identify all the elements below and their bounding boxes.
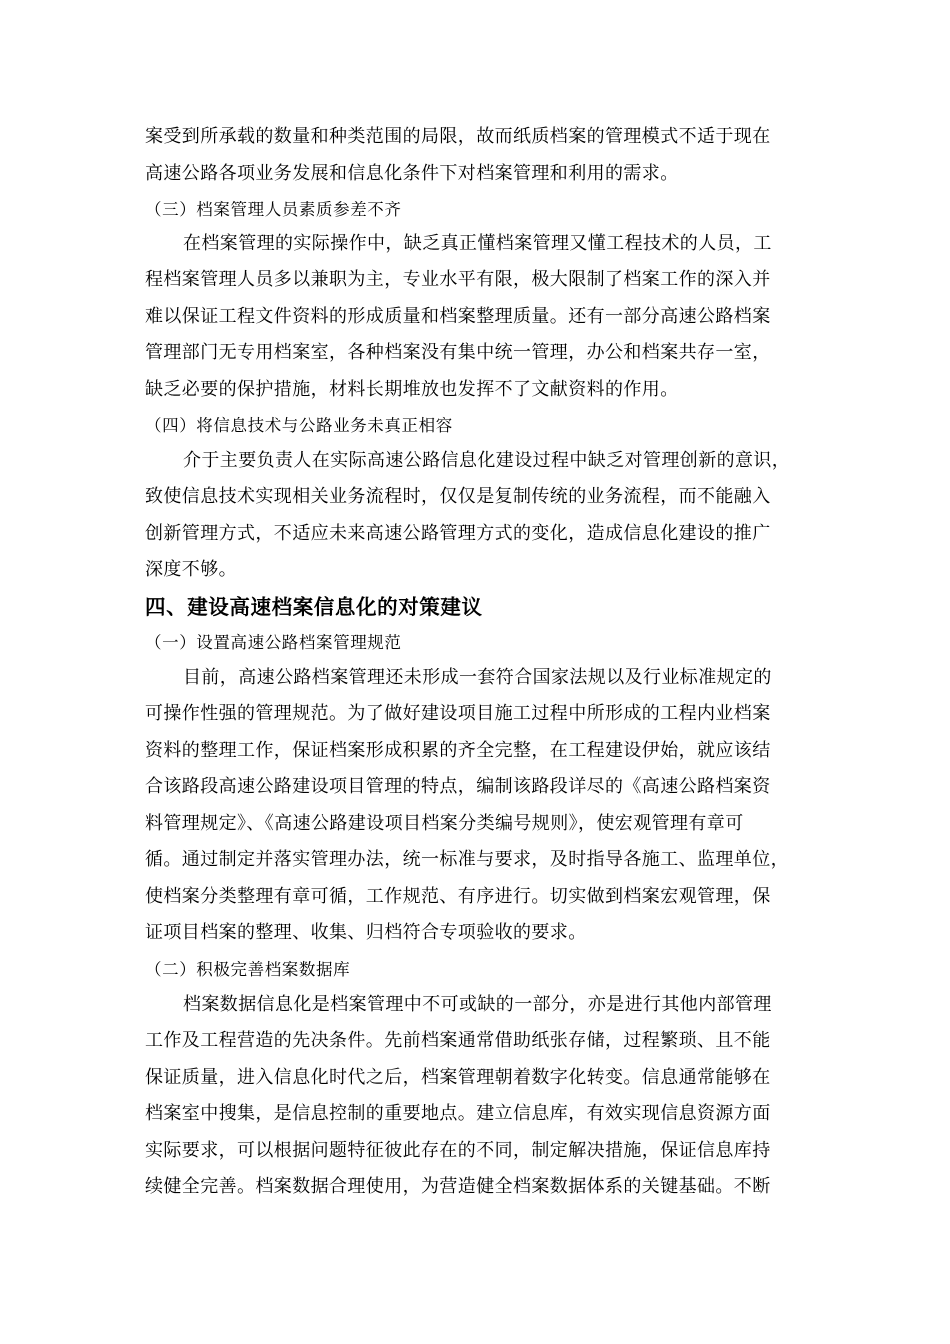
paragraph-line: 创新管理方式，不适应未来高速公路管理方式的变化，造成信息化建设的推广 <box>145 523 771 544</box>
paragraph-line: 案受到所承载的数量和种类范围的局限，故而纸质档案的管理模式不适于现在 <box>145 126 771 147</box>
subsection-title-4: （四）将信息技术与公路业务未真正相容 <box>145 416 453 435</box>
paragraph-line: 料管理规定》、《高速公路建设项目档案分类编号规则》，使宏观管理有章可 <box>145 813 744 834</box>
paragraph-line: 缺乏必要的保护措施，材料长期堆放也发挥不了文献资料的作用。 <box>145 379 679 400</box>
subsection-title-3: （三）档案管理人员素质参差不齐 <box>145 200 402 219</box>
paragraph-line: 合该路段高速公路建设项目管理的特点，编制该路段详尽的《高速公路档案资 <box>145 776 771 797</box>
paragraph-line: 档案数据信息化是档案管理中不可或缺的一部分，亦是进行其他内部管理 <box>183 994 772 1015</box>
section-heading: 四、建设高速档案信息化的对策建议 <box>145 595 483 619</box>
paragraph-line: 实际要求，可以根据问题特征彼此存在的不同，制定解决措施，保证信息库持 <box>145 1140 771 1161</box>
paragraph-line: 循。通过制定并落实管理办法，统一标准与要求，及时指导各施工、监理单位， <box>145 849 789 870</box>
paragraph-line: 目前，高速公路档案管理还未形成一套符合国家法规以及行业标准规定的 <box>183 667 772 688</box>
paragraph-line: 高速公路各项业务发展和信息化条件下对档案管理和利用的需求。 <box>145 163 679 184</box>
paragraph-line: 使档案分类整理有章可循，工作规范、有序进行。切实做到档案宏观管理，保 <box>145 886 771 907</box>
paragraph-line: 致使信息技术实现相关业务流程时，仅仅是复制传统的业务流程，而不能融入 <box>145 486 771 507</box>
paragraph-line: 深度不够。 <box>145 559 237 580</box>
subsection-title-1: （一）设置高速公路档案管理规范 <box>145 633 402 652</box>
paragraph-line: 介于主要负责人在实际高速公路信息化建设过程中缺乏对管理创新的意识， <box>183 450 791 471</box>
paragraph-line: 难以保证工程文件资料的形成质量和档案整理质量。还有一部分高速公路档案 <box>145 306 771 327</box>
paragraph-line: 保证质量，进入信息化时代之后，档案管理朝着数字化转变。信息通常能够在 <box>145 1067 771 1088</box>
paragraph-line: 可操作性强的管理规范。为了做好建设项目施工过程中所形成的工程内业档案 <box>145 703 771 724</box>
paragraph-line: 档案室中搜集，是信息控制的重要地点。建立信息库，有效实现信息资源方面 <box>145 1103 771 1124</box>
paragraph-line: 管理部门无专用档案室，各种档案没有集中统一管理，办公和档案共存一室， <box>145 342 771 363</box>
paragraph-line: 工作及工程营造的先决条件。先前档案通常借助纸张存储，过程繁琐、且不能 <box>145 1030 771 1051</box>
paragraph-line: 续健全完善。档案数据合理使用，为营造健全档案数据体系的关键基础。不断 <box>145 1176 771 1197</box>
subsection-title-2: （二）积极完善档案数据库 <box>145 960 351 979</box>
paragraph-line: 资料的整理工作，保证档案形成积累的齐全完整，在工程建设伊始，就应该结 <box>145 740 771 761</box>
paragraph-line: 在档案管理的实际操作中，缺乏真正懂档案管理又懂工程技术的人员，工 <box>183 233 772 254</box>
paragraph-line: 证项目档案的整理、收集、归档符合专项验收的要求。 <box>145 922 587 943</box>
paragraph-line: 程档案管理人员多以兼职为主，专业水平有限，极大限制了档案工作的深入并 <box>145 269 771 290</box>
